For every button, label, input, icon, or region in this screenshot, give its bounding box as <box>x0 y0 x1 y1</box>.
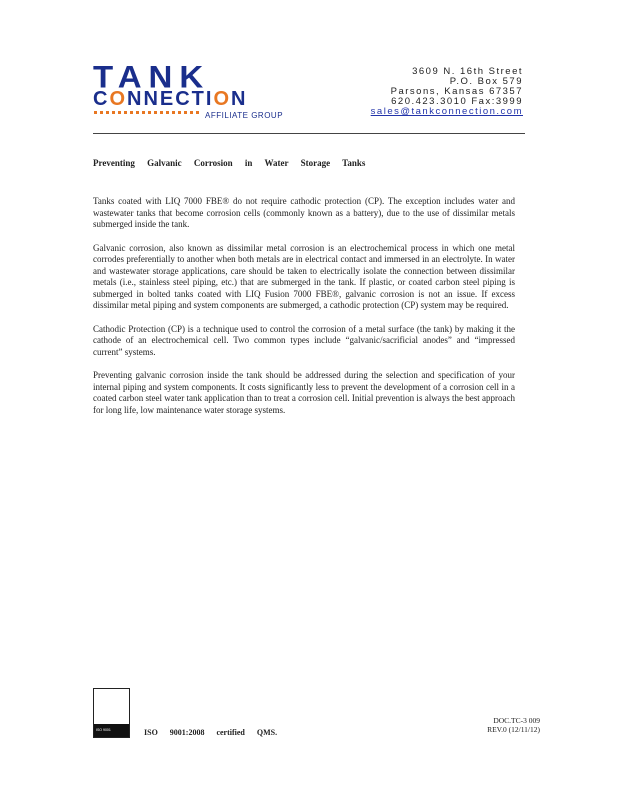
document-reference <box>487 716 540 734</box>
header-divider <box>93 133 525 134</box>
address-phone: 620.423.3010 Fax:3999 <box>391 96 523 107</box>
address-po-box: P.O. Box 579 <box>449 76 523 87</box>
paragraph: Preventing galvanic corrosion inside the tank should be addressed during the selection and specification of your internal piping and system components. It costs significantly less to prevent the development of a corrosion cell in a coated carbon steel water tank application than to treat a corrosion cell. Initial prevention is always the best approach for long life, low maintenance water storage systems. <box>93 370 515 415</box>
logo-dotted-line <box>94 111 199 117</box>
document-number: DOC.TC-3 009 <box>493 716 540 725</box>
company-address <box>371 67 523 117</box>
document-body <box>93 196 515 428</box>
document-title: Preventing Galvanic Corrosion in Water Storage Tanks <box>93 158 366 168</box>
paragraph: Galvanic corrosion, also known as dissimilar metal corrosion is an electrochemical process in which one metal corrodes preferentially to another when both metals are in electrical contact and immersed in an electrolyte. In water and wastewater storage applications, care should be taken to electrically isolate the connection between dissimilar metals (i.e., stainless steel piping, etc.) that are submerged in the tank. If plastic, or coated carbon steel piping is submerged in bolted tanks coated with LIQ Fusion 7000 FBE®, galvanic corrosion is not an issue. If excess dissimilar metal piping and system components are submerged, a cathodic protection (CP) system may be required. <box>93 242 515 310</box>
address-email-link[interactable]: sales@tankconnection.com <box>370 106 523 117</box>
iso-certification-text: ISO 9001:2008 certified QMS. <box>144 728 278 737</box>
document-revision: REV.0 (12/11/12) <box>487 725 540 734</box>
logo-affiliate-text: AFFILIATE GROUP <box>205 111 284 120</box>
company-logo <box>93 60 303 128</box>
logo-tank-text: TANK <box>93 58 211 95</box>
badge-band <box>94 724 129 737</box>
address-city: Parsons, Kansas 67357 <box>390 86 523 97</box>
paragraph: Cathodic Protection (CP) is a technique used to control the corrosion of a metal surface (the tank) by making it the cathode of an electrochemical cell. Two common types include “galvanic/sacrificial anodes” and “impressed current” systems. <box>93 323 515 357</box>
iso-certification-badge <box>93 688 130 738</box>
logo-connection-text: CONNECTION <box>93 88 248 110</box>
badge-text: ISO 9001 <box>96 728 111 732</box>
address-street: 3609 N. 16th Street <box>412 66 523 77</box>
paragraph: Tanks coated with LIQ 7000 FBE® do not require cathodic protection (CP). The exception includes water and wastewater tanks that become corrosion cells (commonly known as a battery), due to the use of dissimilar metals submerged inside the tank. <box>93 196 515 229</box>
